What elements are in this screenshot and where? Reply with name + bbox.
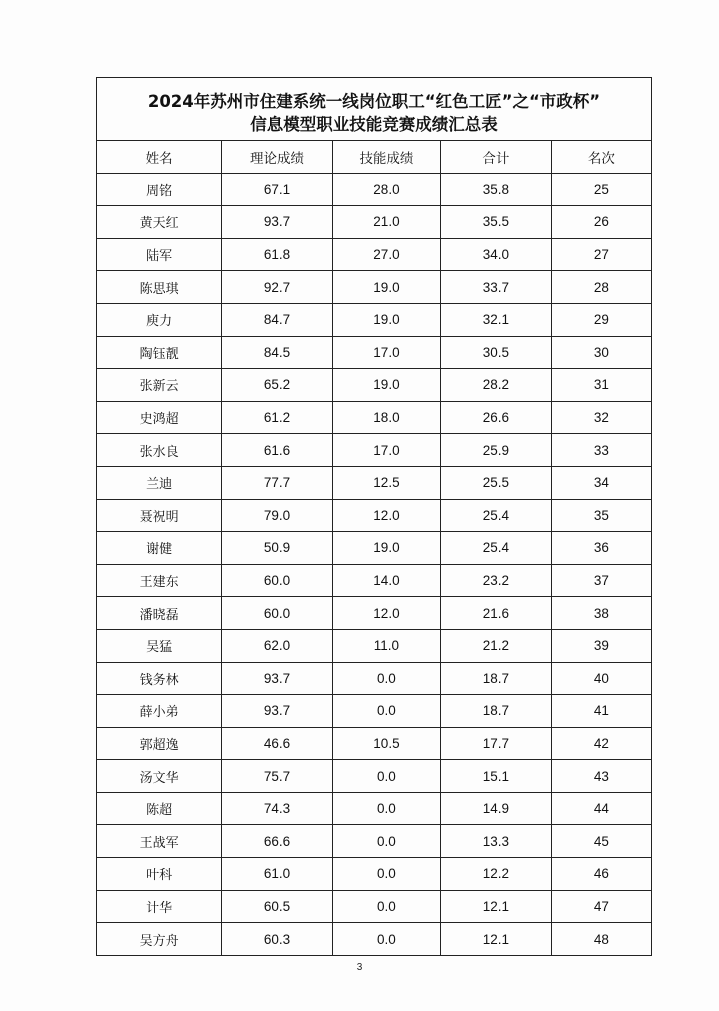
cell-skill: 17.0 (332, 336, 440, 369)
cell-theory: 60.3 (222, 923, 333, 955)
cell-skill: 19.0 (332, 369, 440, 402)
cell-total: 26.6 (440, 401, 551, 434)
header-row (97, 141, 651, 173)
cell-total: 21.6 (440, 597, 551, 630)
cell-name: 庾力 (97, 303, 222, 336)
cell-skill: 0.0 (332, 923, 440, 955)
cell-name: 陈思琪 (97, 271, 222, 304)
cell-rank: 35 (551, 499, 651, 532)
cell-theory: 65.2 (222, 369, 333, 402)
cell-name: 汤文华 (97, 760, 222, 793)
cell-rank: 25 (551, 173, 651, 206)
cell-theory: 60.5 (222, 890, 333, 923)
score-sheet (96, 77, 652, 956)
cell-total: 13.3 (440, 825, 551, 858)
page-number: 3 (356, 962, 363, 973)
table-row (97, 695, 651, 728)
cell-total: 25.4 (440, 499, 551, 532)
cell-theory: 67.1 (222, 173, 333, 206)
header-theory: 理论成绩 (222, 141, 333, 173)
cell-rank: 40 (551, 662, 651, 695)
cell-rank: 31 (551, 369, 651, 402)
cell-theory: 60.0 (222, 564, 333, 597)
table-row (97, 629, 651, 662)
cell-total: 15.1 (440, 760, 551, 793)
cell-theory: 60.0 (222, 597, 333, 630)
cell-skill: 11.0 (332, 629, 440, 662)
header-skill: 技能成绩 (332, 141, 440, 173)
cell-rank: 28 (551, 271, 651, 304)
table-row (97, 173, 651, 206)
table-row (97, 858, 651, 891)
cell-skill: 18.0 (332, 401, 440, 434)
cell-name: 吴方舟 (97, 923, 222, 955)
cell-skill: 0.0 (332, 695, 440, 728)
cell-skill: 17.0 (332, 434, 440, 467)
table-row (97, 303, 651, 336)
cell-rank: 34 (551, 466, 651, 499)
cell-rank: 47 (551, 890, 651, 923)
cell-total: 25.4 (440, 532, 551, 565)
cell-theory: 50.9 (222, 532, 333, 565)
cell-name: 薛小弟 (97, 695, 222, 728)
cell-skill: 12.5 (332, 466, 440, 499)
table-row (97, 760, 651, 793)
cell-name: 黄天红 (97, 206, 222, 239)
cell-total: 23.2 (440, 564, 551, 597)
table-row (97, 499, 651, 532)
cell-theory: 62.0 (222, 629, 333, 662)
score-table (97, 141, 651, 955)
cell-skill: 0.0 (332, 890, 440, 923)
cell-name: 史鸿超 (97, 401, 222, 434)
cell-skill: 19.0 (332, 303, 440, 336)
table-row (97, 401, 651, 434)
title-block (97, 78, 651, 141)
cell-total: 18.7 (440, 662, 551, 695)
table-row (97, 923, 651, 955)
cell-name: 陆军 (97, 238, 222, 271)
table-row (97, 825, 651, 858)
cell-skill: 19.0 (332, 271, 440, 304)
header-total: 合计 (440, 141, 551, 173)
cell-theory: 66.6 (222, 825, 333, 858)
cell-total: 28.2 (440, 369, 551, 402)
cell-total: 35.5 (440, 206, 551, 239)
cell-rank: 29 (551, 303, 651, 336)
table-row (97, 727, 651, 760)
table-row (97, 336, 651, 369)
cell-rank: 33 (551, 434, 651, 467)
table-row (97, 369, 651, 402)
cell-name: 兰迪 (97, 466, 222, 499)
table-row (97, 662, 651, 695)
cell-name: 聂祝明 (97, 499, 222, 532)
cell-total: 35.8 (440, 173, 551, 206)
cell-skill: 21.0 (332, 206, 440, 239)
table-row (97, 532, 651, 565)
cell-theory: 61.2 (222, 401, 333, 434)
cell-theory: 61.8 (222, 238, 333, 271)
cell-name: 谢健 (97, 532, 222, 565)
cell-total: 25.5 (440, 466, 551, 499)
cell-rank: 48 (551, 923, 651, 955)
cell-rank: 46 (551, 858, 651, 891)
cell-rank: 32 (551, 401, 651, 434)
table-row (97, 597, 651, 630)
table-row (97, 271, 651, 304)
cell-total: 17.7 (440, 727, 551, 760)
cell-rank: 43 (551, 760, 651, 793)
cell-total: 12.1 (440, 890, 551, 923)
cell-theory: 75.7 (222, 760, 333, 793)
cell-theory: 84.7 (222, 303, 333, 336)
cell-total: 18.7 (440, 695, 551, 728)
cell-rank: 39 (551, 629, 651, 662)
table-row (97, 564, 651, 597)
cell-rank: 37 (551, 564, 651, 597)
cell-theory: 77.7 (222, 466, 333, 499)
cell-rank: 44 (551, 792, 651, 825)
cell-name: 陈超 (97, 792, 222, 825)
cell-name: 叶科 (97, 858, 222, 891)
cell-skill: 0.0 (332, 858, 440, 891)
cell-rank: 45 (551, 825, 651, 858)
cell-theory: 46.6 (222, 727, 333, 760)
cell-theory: 92.7 (222, 271, 333, 304)
cell-rank: 38 (551, 597, 651, 630)
table-row (97, 792, 651, 825)
cell-skill: 0.0 (332, 662, 440, 695)
cell-theory: 84.5 (222, 336, 333, 369)
table-row (97, 434, 651, 467)
cell-theory: 93.7 (222, 662, 333, 695)
cell-skill: 14.0 (332, 564, 440, 597)
cell-skill: 27.0 (332, 238, 440, 271)
cell-total: 21.2 (440, 629, 551, 662)
cell-name: 周铭 (97, 173, 222, 206)
cell-theory: 93.7 (222, 695, 333, 728)
cell-skill: 0.0 (332, 760, 440, 793)
title-line-1: 2024年苏州市住建系统一线岗位职工“红色工匠”之“市政杯” (147, 92, 601, 111)
cell-rank: 27 (551, 238, 651, 271)
cell-total: 25.9 (440, 434, 551, 467)
cell-total: 12.1 (440, 923, 551, 955)
cell-rank: 41 (551, 695, 651, 728)
cell-skill: 0.0 (332, 792, 440, 825)
cell-name: 陶钰靓 (97, 336, 222, 369)
cell-name: 张新云 (97, 369, 222, 402)
cell-total: 12.2 (440, 858, 551, 891)
cell-theory: 93.7 (222, 206, 333, 239)
cell-rank: 42 (551, 727, 651, 760)
cell-skill: 19.0 (332, 532, 440, 565)
cell-skill: 12.0 (332, 597, 440, 630)
cell-theory: 74.3 (222, 792, 333, 825)
table-row (97, 890, 651, 923)
cell-name: 钱务林 (97, 662, 222, 695)
cell-name: 郭超逸 (97, 727, 222, 760)
cell-skill: 10.5 (332, 727, 440, 760)
cell-name: 潘晓磊 (97, 597, 222, 630)
cell-name: 王战军 (97, 825, 222, 858)
cell-rank: 26 (551, 206, 651, 239)
cell-rank: 30 (551, 336, 651, 369)
cell-name: 王建东 (97, 564, 222, 597)
cell-theory: 61.0 (222, 858, 333, 891)
cell-rank: 36 (551, 532, 651, 565)
score-table-body (97, 173, 651, 955)
table-row (97, 238, 651, 271)
cell-total: 14.9 (440, 792, 551, 825)
cell-total: 33.7 (440, 271, 551, 304)
cell-theory: 61.6 (222, 434, 333, 467)
cell-name: 计华 (97, 890, 222, 923)
cell-total: 32.1 (440, 303, 551, 336)
cell-skill: 12.0 (332, 499, 440, 532)
cell-name: 吴猛 (97, 629, 222, 662)
header-rank: 名次 (551, 141, 651, 173)
table-row (97, 206, 651, 239)
title-line-2: 信息模型职业技能竞赛成绩汇总表 (250, 115, 498, 134)
cell-total: 30.5 (440, 336, 551, 369)
cell-total: 34.0 (440, 238, 551, 271)
table-row (97, 466, 651, 499)
cell-name: 张水良 (97, 434, 222, 467)
cell-skill: 0.0 (332, 825, 440, 858)
header-name: 姓名 (97, 141, 222, 173)
cell-skill: 28.0 (332, 173, 440, 206)
cell-theory: 79.0 (222, 499, 333, 532)
